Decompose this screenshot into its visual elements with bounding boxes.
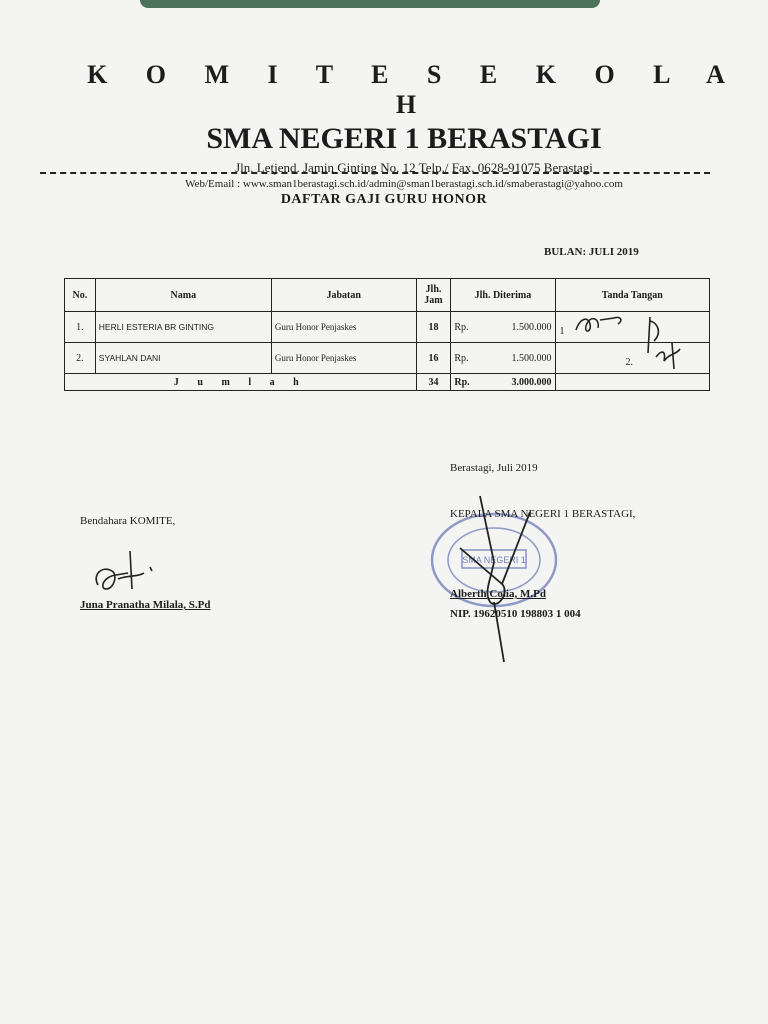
header-no: No.: [65, 279, 96, 312]
row-jabatan: Guru Honor Penjaskes: [271, 343, 416, 374]
table-header-row: [65, 279, 710, 312]
principal-name: Alberth Colia, M.Pd: [450, 588, 546, 600]
school-address: Jln. Letjend. Jamin Ginting No. 12 Telp./ Fax. 0628-91075 Berastagi: [235, 160, 593, 175]
letterhead-divider: [40, 172, 710, 174]
committee-title: K O M I T E S E K O L A H: [87, 60, 741, 119]
header-decoration: [140, 0, 600, 8]
row-no: 1.: [65, 312, 96, 343]
row-no: 2.: [65, 343, 96, 374]
total-amount: 3.000.000: [479, 374, 555, 391]
stamp-text: SMA NEGERI 1: [462, 555, 526, 565]
principal-signature-block: [450, 462, 636, 620]
treasurer-role: Bendahara KOMITE,: [80, 515, 176, 527]
row-nama: HERLI ESTERIA BR GINTING: [95, 312, 271, 343]
total-currency: Rp.: [451, 374, 479, 391]
header-nama: Nama: [95, 279, 271, 312]
row-nama: SYAHLAN DANI: [95, 343, 271, 374]
principal-nip: NIP. 19620510 198803 1 004: [450, 608, 581, 620]
principal-signature-icon: [450, 492, 540, 672]
header-tanda-tangan: Tanda Tangan: [555, 279, 709, 312]
document-title: DAFTAR GAJI GURU HONOR: [280, 192, 488, 207]
total-jam: 34: [416, 374, 451, 391]
school-name: SMA NEGERI 1 BERASTAGI: [206, 122, 602, 155]
salary-table: [64, 278, 710, 391]
row-amount: 1.500.000: [479, 312, 555, 343]
principal-role: KEPALA SMA NEGERI 1 BERASTAGI,: [450, 508, 636, 520]
row-jam: 16: [416, 343, 451, 374]
row-signature: [555, 343, 709, 374]
place-date: Berastagi, Juli 2019: [450, 462, 538, 474]
total-row: [65, 374, 710, 391]
signature-1-icon: [570, 308, 640, 340]
table-row: [65, 343, 710, 374]
table-row: [65, 312, 710, 343]
school-web-email: Web/Email : www.sman1berastagi.sch.id/admin@sman1berastagi.sch.id/smaberastagi@yahoo.com: [185, 178, 623, 190]
treasurer-name: Juna Pranatha Milala, S.Pd: [80, 599, 211, 611]
total-signature-cell: [555, 374, 709, 391]
letterhead: [0, 60, 768, 190]
header-jabatan: Jabatan: [271, 279, 416, 312]
row-amount: 1.500.000: [479, 343, 555, 374]
header-jam: Jlh. Jam: [416, 279, 451, 312]
signature-2-icon: [636, 313, 696, 373]
row-jabatan: Guru Honor Penjaskes: [271, 312, 416, 343]
treasurer-signature-block: [80, 515, 211, 611]
row-jam: 18: [416, 312, 451, 343]
treasurer-signature-icon: [88, 545, 168, 605]
header-diterima: Jlh. Diterima: [451, 279, 555, 312]
month-label: BULAN: JULI 2019: [544, 246, 639, 258]
row-currency: Rp.: [451, 312, 479, 343]
signature-number: 2.: [625, 357, 634, 368]
signature-number: 1: [559, 326, 565, 337]
total-label: J u m l a h: [65, 374, 417, 391]
row-currency: Rp.: [451, 343, 479, 374]
